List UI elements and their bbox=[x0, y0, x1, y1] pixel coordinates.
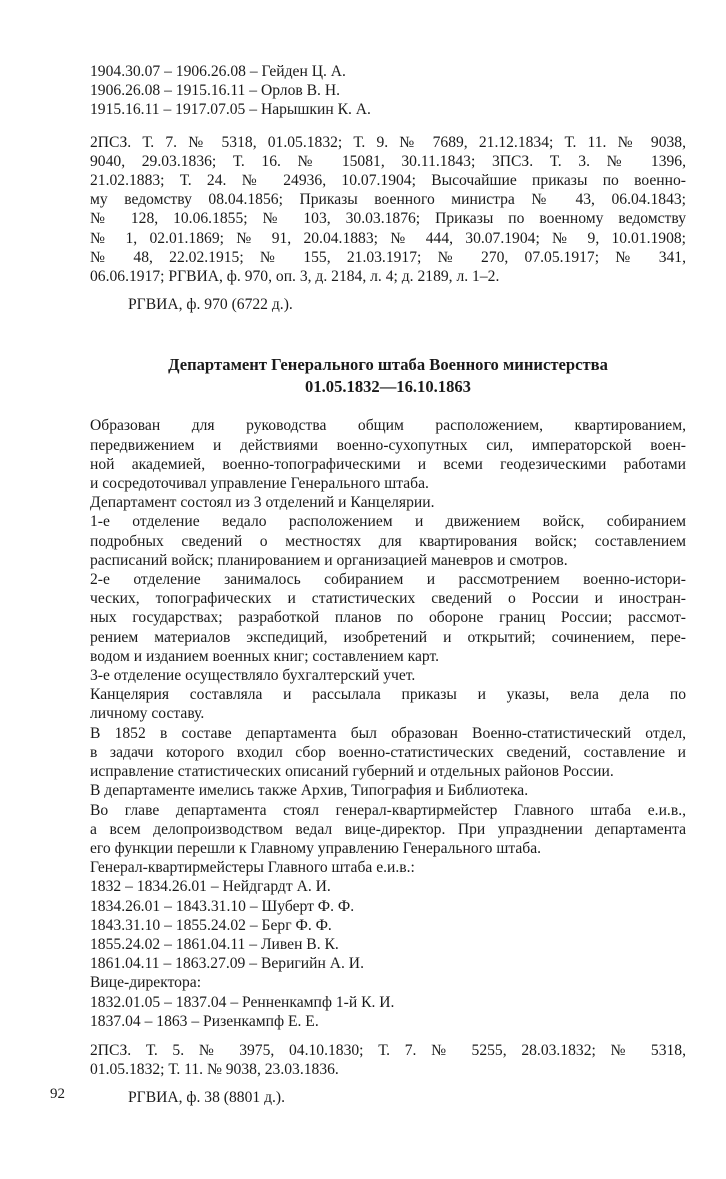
sources-top bbox=[90, 133, 686, 287]
paragraph-line: Департамент состоял из 3 отделений и Канцелярии. bbox=[90, 494, 435, 512]
tenure-line: 1861.04.11 – 1863.27.09 – Веригийн А. И. bbox=[90, 955, 364, 973]
tenure-line: 1843.31.10 – 1855.24.02 – Берг Ф. Ф. bbox=[90, 916, 332, 934]
tenure-line: 1855.24.02 – 1861.04.11 – Ливен В. К. bbox=[90, 935, 339, 953]
section-heading bbox=[90, 354, 686, 398]
paragraph-line: ной академией, военно-топографическими и всеми геодезическими работами bbox=[90, 455, 686, 473]
heads-label: Генерал-квартирмейстеры Главного штаба е.и.в.: bbox=[90, 859, 415, 877]
paragraph-line: рением материалов экспедиций, изобретений и открытий; сочинением, пере- bbox=[90, 628, 686, 646]
paragraph-line: Во главе департамента стоял генерал-квартирмейстер Главного штаба е.и.в., bbox=[90, 801, 686, 819]
source-line: 2ПСЗ. Т. 5. № 3975, 04.10.1830; Т. 7. № 5255, 28.03.1832; № 5318, bbox=[90, 1041, 686, 1059]
source-line: 2ПСЗ. Т. 7. № 5318, 01.05.1832; Т. 9. № 7689, 21.12.1834; Т. 11. № 9038, bbox=[90, 133, 686, 151]
section-body bbox=[90, 416, 686, 1031]
paragraph-line: его функции перешли к Главному управлению Генерального штаба. bbox=[90, 839, 542, 857]
paragraph-line: передвижением и действиями военно-сухопутных сил, императорской воен- bbox=[90, 436, 686, 454]
paragraph-line: личному составу. bbox=[90, 705, 205, 723]
vice-label: Вице-директора: bbox=[90, 974, 202, 992]
tenure-line: 1915.16.11 – 1917.07.05 – Нарышкин К. А. bbox=[90, 101, 371, 119]
sources-bottom bbox=[90, 1041, 686, 1079]
paragraph-line: 1-е отделение ведало расположением и движением войск, собиранием bbox=[90, 513, 686, 531]
paragraph-line: подробных сведений о местностях для квартирования войск; составлением bbox=[90, 532, 686, 550]
paragraph-line: Образован для руководства общим расположением, квартированием, bbox=[90, 417, 686, 435]
source-line: 01.05.1832; Т. 11. № 9038, 23.03.1836. bbox=[90, 1061, 339, 1079]
tenure-line: 1906.26.08 – 1915.16.11 – Орлов В. Н. bbox=[90, 82, 341, 100]
tenure-line: 1832.01.05 – 1837.04 – Ренненкампф 1-й К. И. bbox=[90, 993, 395, 1011]
tenure-line: 1904.30.07 – 1906.26.08 – Гейден Ц. А. bbox=[90, 63, 346, 80]
tenure-line: 1834.26.01 – 1843.31.10 – Шуберт Ф. Ф. bbox=[90, 897, 355, 915]
paragraph-line: ческих, топографических и статистических сведений о России и иностран- bbox=[90, 590, 686, 608]
source-line: 21.02.1883; Т. 24. № 24936, 10.07.1904; Высочайшие приказы по военно- bbox=[90, 172, 686, 190]
paragraph-line: в задачи которого входил сбор военно-статистических сведений, составление и bbox=[90, 743, 686, 761]
tenure-line: 1832 – 1834.26.01 – Нейдгардт А. И. bbox=[90, 878, 331, 896]
archive-reference-top: РГВИА, ф. 970 (6722 д.). bbox=[128, 296, 293, 314]
source-line: № 128, 10.06.1855; № 103, 30.03.1876; Приказы по военному ведомству bbox=[90, 210, 686, 228]
section-dates: 01.05.1832—16.10.1863 bbox=[305, 377, 471, 397]
source-line: 9040, 29.03.1836; Т. 16. № 15081, 30.11.1843; 3ПСЗ. Т. 3. № 1396, bbox=[90, 152, 686, 170]
paragraph-line: В департаменте имелись также Архив, Типография и Библиотека. bbox=[90, 782, 529, 800]
paragraph-line: а всем делопроизводством ведал вице-директор. При упразднении департамента bbox=[90, 820, 686, 838]
page-body bbox=[90, 62, 686, 1108]
source-line: № 1, 02.01.1869; № 91, 20.04.1883; № 444, 30.07.1904; № 9, 10.01.1908; bbox=[90, 229, 686, 247]
paragraph-line: исправление статистических описаний губерний и отдельных районов России. bbox=[90, 763, 614, 781]
source-line: му ведомству 08.04.1856; Приказы военного министра № 43, 06.04.1843; bbox=[90, 191, 686, 209]
section-title: Департамент Генерального штаба Военного министерства bbox=[168, 355, 608, 375]
source-line: № 48, 22.02.1915; № 155, 21.03.1917; № 270, 07.05.1917; № 341, bbox=[90, 248, 686, 266]
source-line: 06.06.1917; РГВИА, ф. 970, оп. 3, д. 2184, л. 4; д. 2189, л. 1–2. bbox=[90, 268, 500, 286]
paragraph-line: расписаний войск; планированием и организацией маневров и смотров. bbox=[90, 551, 568, 569]
paragraph-line: водом и изданием военных книг; составлением карт. bbox=[90, 647, 440, 665]
paragraph-line: Канцелярия составляла и рассылала приказы и указы, вела дела по bbox=[90, 686, 686, 704]
archive-reference-bottom: РГВИА, ф. 38 (8801 д.). bbox=[128, 1089, 286, 1107]
paragraph-line: ных государствах; разработкой планов по обороне границ России; рассмот- bbox=[90, 609, 686, 627]
paragraph-line: В 1852 в составе департамента был образован Военно-статистический отдел, bbox=[90, 724, 686, 742]
tenure-list-top bbox=[90, 62, 686, 120]
paragraph-line: и сосредоточивал управление Генерального штаба. bbox=[90, 475, 429, 493]
paragraph-line: 3-е отделение осуществляло бухгалтерский учет. bbox=[90, 667, 416, 685]
paragraph-line: 2-е отделение занималось собиранием и рассмотрением военно-истори- bbox=[90, 571, 686, 589]
tenure-line: 1837.04 – 1863 – Ризенкампф Е. Е. bbox=[90, 1012, 319, 1030]
page-number: 92 bbox=[50, 1086, 65, 1102]
